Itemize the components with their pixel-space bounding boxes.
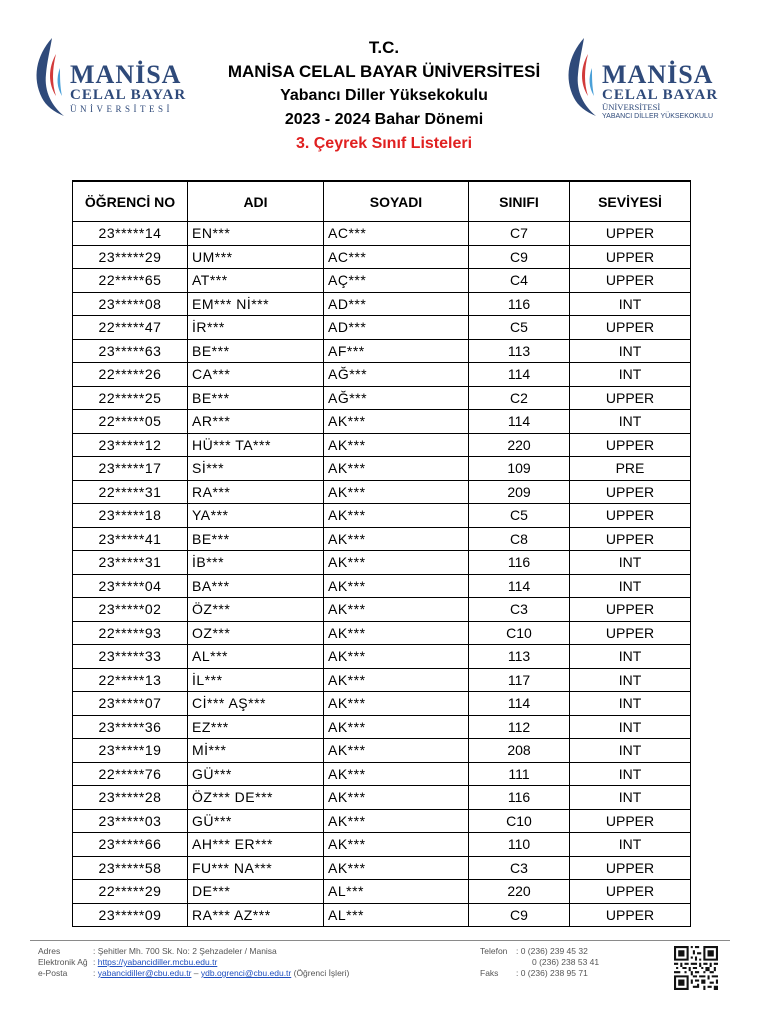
- cell-student-no: 22*****25: [73, 386, 188, 410]
- cell-class: 114: [469, 363, 570, 387]
- table-row: [73, 386, 691, 410]
- table-row: [73, 903, 691, 927]
- cell-surname: AC***: [324, 222, 469, 246]
- cell-name: DE***: [188, 880, 324, 904]
- cell-surname: AK***: [324, 621, 469, 645]
- cell-name: İB***: [188, 551, 324, 575]
- footer-email-prefix: :: [93, 968, 98, 978]
- table-row: [73, 621, 691, 645]
- cell-name: Cİ*** AŞ***: [188, 692, 324, 716]
- table-row: [73, 480, 691, 504]
- cell-student-no: 22*****31: [73, 480, 188, 504]
- cell-student-no: 23*****18: [73, 504, 188, 528]
- cell-name: BE***: [188, 386, 324, 410]
- cell-name: EM*** Nİ***: [188, 292, 324, 316]
- cell-surname: AK***: [324, 809, 469, 833]
- footer-fax-label: Faks: [480, 968, 499, 978]
- cell-name: RA*** AZ***: [188, 903, 324, 927]
- cell-class: 220: [469, 433, 570, 457]
- footer-contact-right: [480, 946, 610, 979]
- cell-surname: AĞ***: [324, 386, 469, 410]
- cell-surname: AÇ***: [324, 269, 469, 293]
- cell-surname: AD***: [324, 292, 469, 316]
- cell-class: 110: [469, 833, 570, 857]
- logo-text-manisa: MANİSA: [602, 60, 714, 89]
- cell-class: C2: [469, 386, 570, 410]
- cell-student-no: 23*****33: [73, 645, 188, 669]
- cell-name: BA***: [188, 574, 324, 598]
- cell-level: UPPER: [570, 433, 691, 457]
- cell-student-no: 23*****63: [73, 339, 188, 363]
- logo-text-celal-bayar: CELAL BAYAR: [602, 87, 719, 103]
- table-row: [73, 668, 691, 692]
- table-row: [73, 786, 691, 810]
- column-header-surname: SOYADI: [324, 181, 469, 222]
- cell-class: 116: [469, 551, 570, 575]
- cell-level: UPPER: [570, 856, 691, 880]
- table-row: [73, 762, 691, 786]
- cell-student-no: 23*****09: [73, 903, 188, 927]
- cell-level: INT: [570, 551, 691, 575]
- cell-class: 111: [469, 762, 570, 786]
- cell-level: UPPER: [570, 598, 691, 622]
- cell-student-no: 23*****36: [73, 715, 188, 739]
- cell-student-no: 23*****08: [73, 292, 188, 316]
- table-row: [73, 292, 691, 316]
- cell-student-no: 22*****65: [73, 269, 188, 293]
- cell-level: INT: [570, 739, 691, 763]
- cell-surname: AK***: [324, 856, 469, 880]
- cell-class: C7: [469, 222, 570, 246]
- cell-surname: AL***: [324, 880, 469, 904]
- table-row: [73, 504, 691, 528]
- cell-level: INT: [570, 833, 691, 857]
- cell-name: ÖZ***: [188, 598, 324, 622]
- cell-student-no: 22*****93: [73, 621, 188, 645]
- logo-text-school: YABANCI DİLLER YÜKSEKOKULU: [602, 113, 714, 120]
- table-row: [73, 433, 691, 457]
- header-term: 2023 - 2024 Bahar Dönemi: [284, 111, 484, 128]
- cell-level: UPPER: [570, 880, 691, 904]
- cell-name: FU*** NA***: [188, 856, 324, 880]
- cell-level: INT: [570, 363, 691, 387]
- cell-student-no: 22*****26: [73, 363, 188, 387]
- cell-level: UPPER: [570, 903, 691, 927]
- cell-level: INT: [570, 410, 691, 434]
- cell-class: C3: [469, 856, 570, 880]
- cell-level: UPPER: [570, 504, 691, 528]
- footer-address-label: Adres: [38, 946, 61, 956]
- table-row: [73, 410, 691, 434]
- table-row: [73, 245, 691, 269]
- cell-class: 208: [469, 739, 570, 763]
- cell-surname: AK***: [324, 457, 469, 481]
- cell-level: UPPER: [570, 316, 691, 340]
- cell-student-no: 23*****07: [73, 692, 188, 716]
- cell-class: 112: [469, 715, 570, 739]
- cell-student-no: 23*****19: [73, 739, 188, 763]
- cell-class: C9: [469, 903, 570, 927]
- cell-class: C10: [469, 621, 570, 645]
- table-header-row: [73, 181, 691, 222]
- cell-class: C5: [469, 504, 570, 528]
- footer-phone-2: 0 (236) 238 53 41: [532, 957, 600, 967]
- header-tc: T.C.: [368, 38, 400, 57]
- table-row: [73, 692, 691, 716]
- cell-class: 114: [469, 692, 570, 716]
- cell-level: UPPER: [570, 527, 691, 551]
- cell-class: 113: [469, 645, 570, 669]
- cell-student-no: 23*****12: [73, 433, 188, 457]
- column-header-class: SINIFI: [469, 181, 570, 222]
- cell-surname: AK***: [324, 762, 469, 786]
- table-row: [73, 598, 691, 622]
- cell-student-no: 23*****04: [73, 574, 188, 598]
- table-row: [73, 809, 691, 833]
- cell-class: C3: [469, 598, 570, 622]
- flame-emblem-icon: [30, 34, 70, 120]
- cell-surname: AL***: [324, 903, 469, 927]
- cell-surname: AK***: [324, 527, 469, 551]
- table-row: [73, 551, 691, 575]
- cell-surname: AD***: [324, 316, 469, 340]
- column-header-name: ADI: [188, 181, 324, 222]
- table-row: [73, 739, 691, 763]
- cell-class: C4: [469, 269, 570, 293]
- cell-surname: AK***: [324, 786, 469, 810]
- table-body: [73, 222, 691, 927]
- cell-surname: AK***: [324, 551, 469, 575]
- cell-level: INT: [570, 292, 691, 316]
- cell-level: INT: [570, 574, 691, 598]
- cell-surname: AK***: [324, 504, 469, 528]
- cell-surname: AK***: [324, 668, 469, 692]
- cell-student-no: 23*****02: [73, 598, 188, 622]
- header-university: MANİSA CELAL BAYAR ÜNİVERSİTESİ: [227, 62, 541, 81]
- cell-class: 113: [469, 339, 570, 363]
- logo-text-universitesi: ÜNİVERSİTESİ: [70, 104, 173, 114]
- cell-name: YA***: [188, 504, 324, 528]
- logo-text-manisa: MANİSA: [70, 60, 182, 89]
- logo-text-celal-bayar: CELAL BAYAR: [70, 87, 187, 103]
- column-header-level: SEVİYESİ: [570, 181, 691, 222]
- table-row: [73, 715, 691, 739]
- cell-student-no: 23*****03: [73, 809, 188, 833]
- cell-surname: AK***: [324, 692, 469, 716]
- cell-class: C5: [469, 316, 570, 340]
- cell-student-no: 22*****47: [73, 316, 188, 340]
- cell-surname: AK***: [324, 574, 469, 598]
- cell-name: AL***: [188, 645, 324, 669]
- footer-email-separator: –: [191, 968, 201, 978]
- cell-level: INT: [570, 668, 691, 692]
- cell-level: UPPER: [570, 386, 691, 410]
- cell-name: CA***: [188, 363, 324, 387]
- cell-surname: AC***: [324, 245, 469, 269]
- cell-level: INT: [570, 786, 691, 810]
- cell-level: INT: [570, 715, 691, 739]
- cell-level: INT: [570, 645, 691, 669]
- cell-surname: AĞ***: [324, 363, 469, 387]
- table-row: [73, 339, 691, 363]
- cell-level: UPPER: [570, 621, 691, 645]
- cell-level: INT: [570, 762, 691, 786]
- footer-email-label: e-Posta: [38, 968, 68, 978]
- cell-name: GÜ***: [188, 762, 324, 786]
- cell-level: INT: [570, 692, 691, 716]
- cell-surname: AK***: [324, 715, 469, 739]
- cell-class: 114: [469, 410, 570, 434]
- university-logo-left: [30, 34, 190, 120]
- cell-level: INT: [570, 339, 691, 363]
- table-row: [73, 574, 691, 598]
- footer-phone-label: Telefon: [480, 946, 508, 956]
- cell-student-no: 23*****29: [73, 245, 188, 269]
- footer-email-link-1[interactable]: yabancidiller@cbu.edu.tr: [97, 968, 192, 978]
- table-row: [73, 269, 691, 293]
- logo-text-universitesi: ÜNİVERSİTESİ: [602, 102, 661, 112]
- cell-surname: AK***: [324, 739, 469, 763]
- cell-surname: AK***: [324, 598, 469, 622]
- table-row: [73, 222, 691, 246]
- cell-student-no: 23*****58: [73, 856, 188, 880]
- cell-name: UM***: [188, 245, 324, 269]
- cell-student-no: 23*****41: [73, 527, 188, 551]
- cell-surname: AK***: [324, 833, 469, 857]
- cell-name: AT***: [188, 269, 324, 293]
- footer-web-link[interactable]: https://yabancidiller.mcbu.edu.tr: [97, 957, 218, 967]
- cell-surname: AK***: [324, 645, 469, 669]
- cell-name: EN***: [188, 222, 324, 246]
- cell-name: AR***: [188, 410, 324, 434]
- table-row: [73, 527, 691, 551]
- cell-name: Mİ***: [188, 739, 324, 763]
- cell-name: OZ***: [188, 621, 324, 645]
- cell-student-no: 23*****28: [73, 786, 188, 810]
- footer-web-label: Elektronik Ağ: [38, 957, 88, 967]
- footer-fax-value: : 0 (236) 238 95 71: [516, 968, 588, 978]
- footer-email-note: (Öğrenci İşleri): [291, 968, 350, 978]
- cell-student-no: 23*****17: [73, 457, 188, 481]
- cell-name: AH*** ER***: [188, 833, 324, 857]
- cell-name: EZ***: [188, 715, 324, 739]
- cell-level: UPPER: [570, 269, 691, 293]
- cell-class: C10: [469, 809, 570, 833]
- table-row: [73, 880, 691, 904]
- cell-class: 116: [469, 292, 570, 316]
- cell-class: 116: [469, 786, 570, 810]
- header-school: Yabancı Diller Yüksekokulu: [280, 87, 488, 104]
- document-header: [180, 36, 588, 156]
- cell-class: 220: [469, 880, 570, 904]
- cell-level: UPPER: [570, 245, 691, 269]
- cell-level: UPPER: [570, 480, 691, 504]
- footer-phone-1: : 0 (236) 239 45 32: [516, 946, 588, 956]
- cell-name: İR***: [188, 316, 324, 340]
- table-row: [73, 833, 691, 857]
- footer-email-link-2[interactable]: ydb.ogrenci@cbu.edu.tr: [200, 968, 292, 978]
- cell-surname: AK***: [324, 433, 469, 457]
- cell-class: 117: [469, 668, 570, 692]
- cell-level: UPPER: [570, 809, 691, 833]
- cell-class: 109: [469, 457, 570, 481]
- cell-student-no: 22*****13: [73, 668, 188, 692]
- cell-class: C8: [469, 527, 570, 551]
- cell-level: PRE: [570, 457, 691, 481]
- cell-class: 114: [469, 574, 570, 598]
- cell-student-no: 22*****29: [73, 880, 188, 904]
- table-row: [73, 316, 691, 340]
- cell-level: UPPER: [570, 222, 691, 246]
- cell-surname: AK***: [324, 480, 469, 504]
- cell-class: C9: [469, 245, 570, 269]
- cell-surname: AK***: [324, 410, 469, 434]
- cell-name: RA***: [188, 480, 324, 504]
- table-row: [73, 856, 691, 880]
- cell-student-no: 22*****76: [73, 762, 188, 786]
- cell-student-no: 22*****05: [73, 410, 188, 434]
- header-list-title: 3. Çeyrek Sınıf Listeleri: [295, 135, 473, 152]
- footer-divider: [30, 940, 730, 941]
- table-row: [73, 457, 691, 481]
- cell-name: ÖZ*** DE***: [188, 786, 324, 810]
- cell-name: HÜ*** TA***: [188, 433, 324, 457]
- cell-student-no: 23*****31: [73, 551, 188, 575]
- table-row: [73, 645, 691, 669]
- table-row: [73, 363, 691, 387]
- cell-name: İL***: [188, 668, 324, 692]
- column-header-student-no: ÖĞRENCİ NO: [73, 181, 188, 222]
- footer-web-prefix: :: [93, 957, 98, 967]
- cell-name: Sİ***: [188, 457, 324, 481]
- cell-student-no: 23*****66: [73, 833, 188, 857]
- footer-address-value: : Şehitler Mh. 700 Sk. No: 2 Şehzadeler / Manisa: [93, 946, 277, 956]
- cell-name: GÜ***: [188, 809, 324, 833]
- cell-student-no: 23*****14: [73, 222, 188, 246]
- cell-class: 209: [469, 480, 570, 504]
- cell-name: BE***: [188, 527, 324, 551]
- cell-name: BE***: [188, 339, 324, 363]
- qr-code-icon: [674, 946, 718, 990]
- class-list-table: [72, 180, 691, 927]
- cell-surname: AF***: [324, 339, 469, 363]
